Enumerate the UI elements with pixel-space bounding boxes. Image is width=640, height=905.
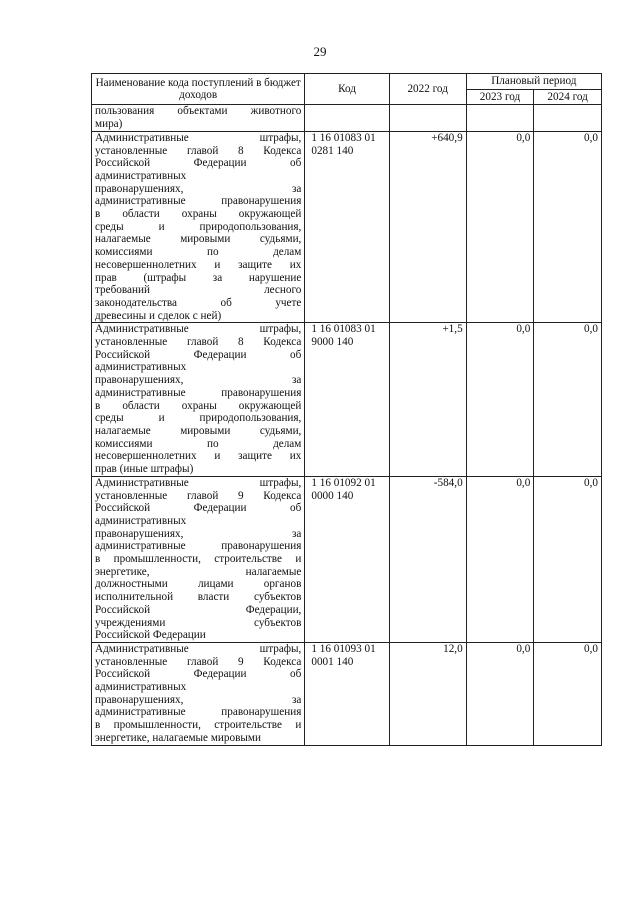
name-line: пользования объектами животного [95,105,302,118]
budget-code [305,105,389,131]
name-line: Административные штрафы, [95,131,302,144]
name-line: древесины и сделок с ней) [95,309,222,322]
value-2024: 0,0 [534,476,602,642]
table-row [92,131,602,323]
name-line: энергетике, налагаемые мировыми [95,731,261,744]
table-row [92,323,602,476]
value-2023: 0,0 [466,642,534,745]
revenue-code-name [92,131,305,323]
name-line: учреждениями субъектов [95,616,302,629]
header-2022-column: 2022 год [389,74,466,105]
value-2022: +640,9 [389,131,466,323]
name-line: правонарушениях, за [95,374,302,387]
name-line: налагаемые мировыми судьями, [95,233,302,246]
budget-code: 1 16 01083 01 0281 140 [305,131,389,323]
header-2023-column: 2023 год [466,89,534,105]
budget-code: 1 16 01092 01 0000 140 [305,476,389,642]
budget-revenue-table [91,73,602,746]
name-line: несовершеннолетних и защите их [95,450,302,463]
name-line: в области охраны окружающей [95,399,302,412]
name-line: среды и природопользования, [95,412,302,425]
name-line: комиссиями по делам [95,246,302,259]
name-line: административные правонарушения [95,386,302,399]
name-line: Административные штрафы, [95,642,302,655]
revenue-code-name [92,105,305,131]
name-line: в области охраны окружающей [95,208,302,221]
header-plan-period: Плановый период [466,74,601,90]
name-line: установленные главой 9 Кодекса [95,489,302,502]
name-line: административные правонарушения [95,540,302,553]
name-line: установленные главой 8 Кодекса [95,144,302,157]
budget-code: 1 16 01083 01 9000 140 [305,323,389,476]
name-line: правонарушениях, за [95,527,302,540]
name-line: мира) [95,118,123,131]
name-line: исполнительной власти субъектов [95,591,302,604]
name-line: Российской Федерации об [95,668,302,681]
name-line: административных [95,681,187,694]
name-line: Российской Федерации [95,629,206,642]
value-2023 [466,105,534,131]
name-line: административные правонарушения [95,706,302,719]
page-number: 29 [313,44,327,59]
value-2022 [389,105,466,131]
name-line: в промышленности, строительстве и [95,719,302,732]
header-name-column: Наименование кода поступлений в бюджет доходов [92,74,305,105]
name-line: Российской Федерации об [95,157,302,170]
name-line: законодательства об учете [95,296,302,309]
name-line: Российской Федерации об [95,502,302,515]
name-line: правонарушениях, за [95,182,302,195]
table-row [92,642,602,745]
value-2022: 12,0 [389,642,466,745]
name-line: налагаемые мировыми судьями, [95,424,302,437]
value-2022: +1,5 [389,323,466,476]
value-2022: -584,0 [389,476,466,642]
name-line: Административные штрафы, [95,323,302,336]
name-line: административных [95,361,187,374]
name-line: должностными лицами органов [95,578,302,591]
name-line: Российской Федерации об [95,348,302,361]
name-line: несовершеннолетних и защите их [95,258,302,271]
name-line: требований лесного [95,284,302,297]
name-line: в промышленности, строительстве и [95,553,302,566]
table-row [92,105,602,131]
value-2024 [534,105,602,131]
name-line: среды и природопользования, [95,220,302,233]
revenue-code-name [92,642,305,745]
name-line: административных [95,514,187,527]
name-line: энергетике, налагаемые [95,565,302,578]
table-row [92,476,602,642]
name-line: комиссиями по делам [95,437,302,450]
name-line: административных [95,169,187,182]
name-line: установленные главой 8 Кодекса [95,336,302,349]
header-2024-column: 2024 год [534,89,602,105]
name-line: Российской Федерации, [95,603,302,616]
name-line: административные правонарушения [95,195,302,208]
value-2023: 0,0 [466,323,534,476]
name-line: установленные главой 9 Кодекса [95,655,302,668]
value-2024: 0,0 [534,642,602,745]
header-code-column: Код [305,74,389,105]
name-line: прав (иные штрафы) [95,463,194,476]
revenue-code-name [92,476,305,642]
name-line: Административные штрафы, [95,476,302,489]
budget-code: 1 16 01093 01 0001 140 [305,642,389,745]
value-2023: 0,0 [466,476,534,642]
value-2023: 0,0 [466,131,534,323]
value-2024: 0,0 [534,323,602,476]
name-line: правонарушениях, за [95,693,302,706]
value-2024: 0,0 [534,131,602,323]
name-line: прав (штрафы за нарушение [95,271,302,284]
revenue-code-name [92,323,305,476]
table-body [92,105,602,745]
